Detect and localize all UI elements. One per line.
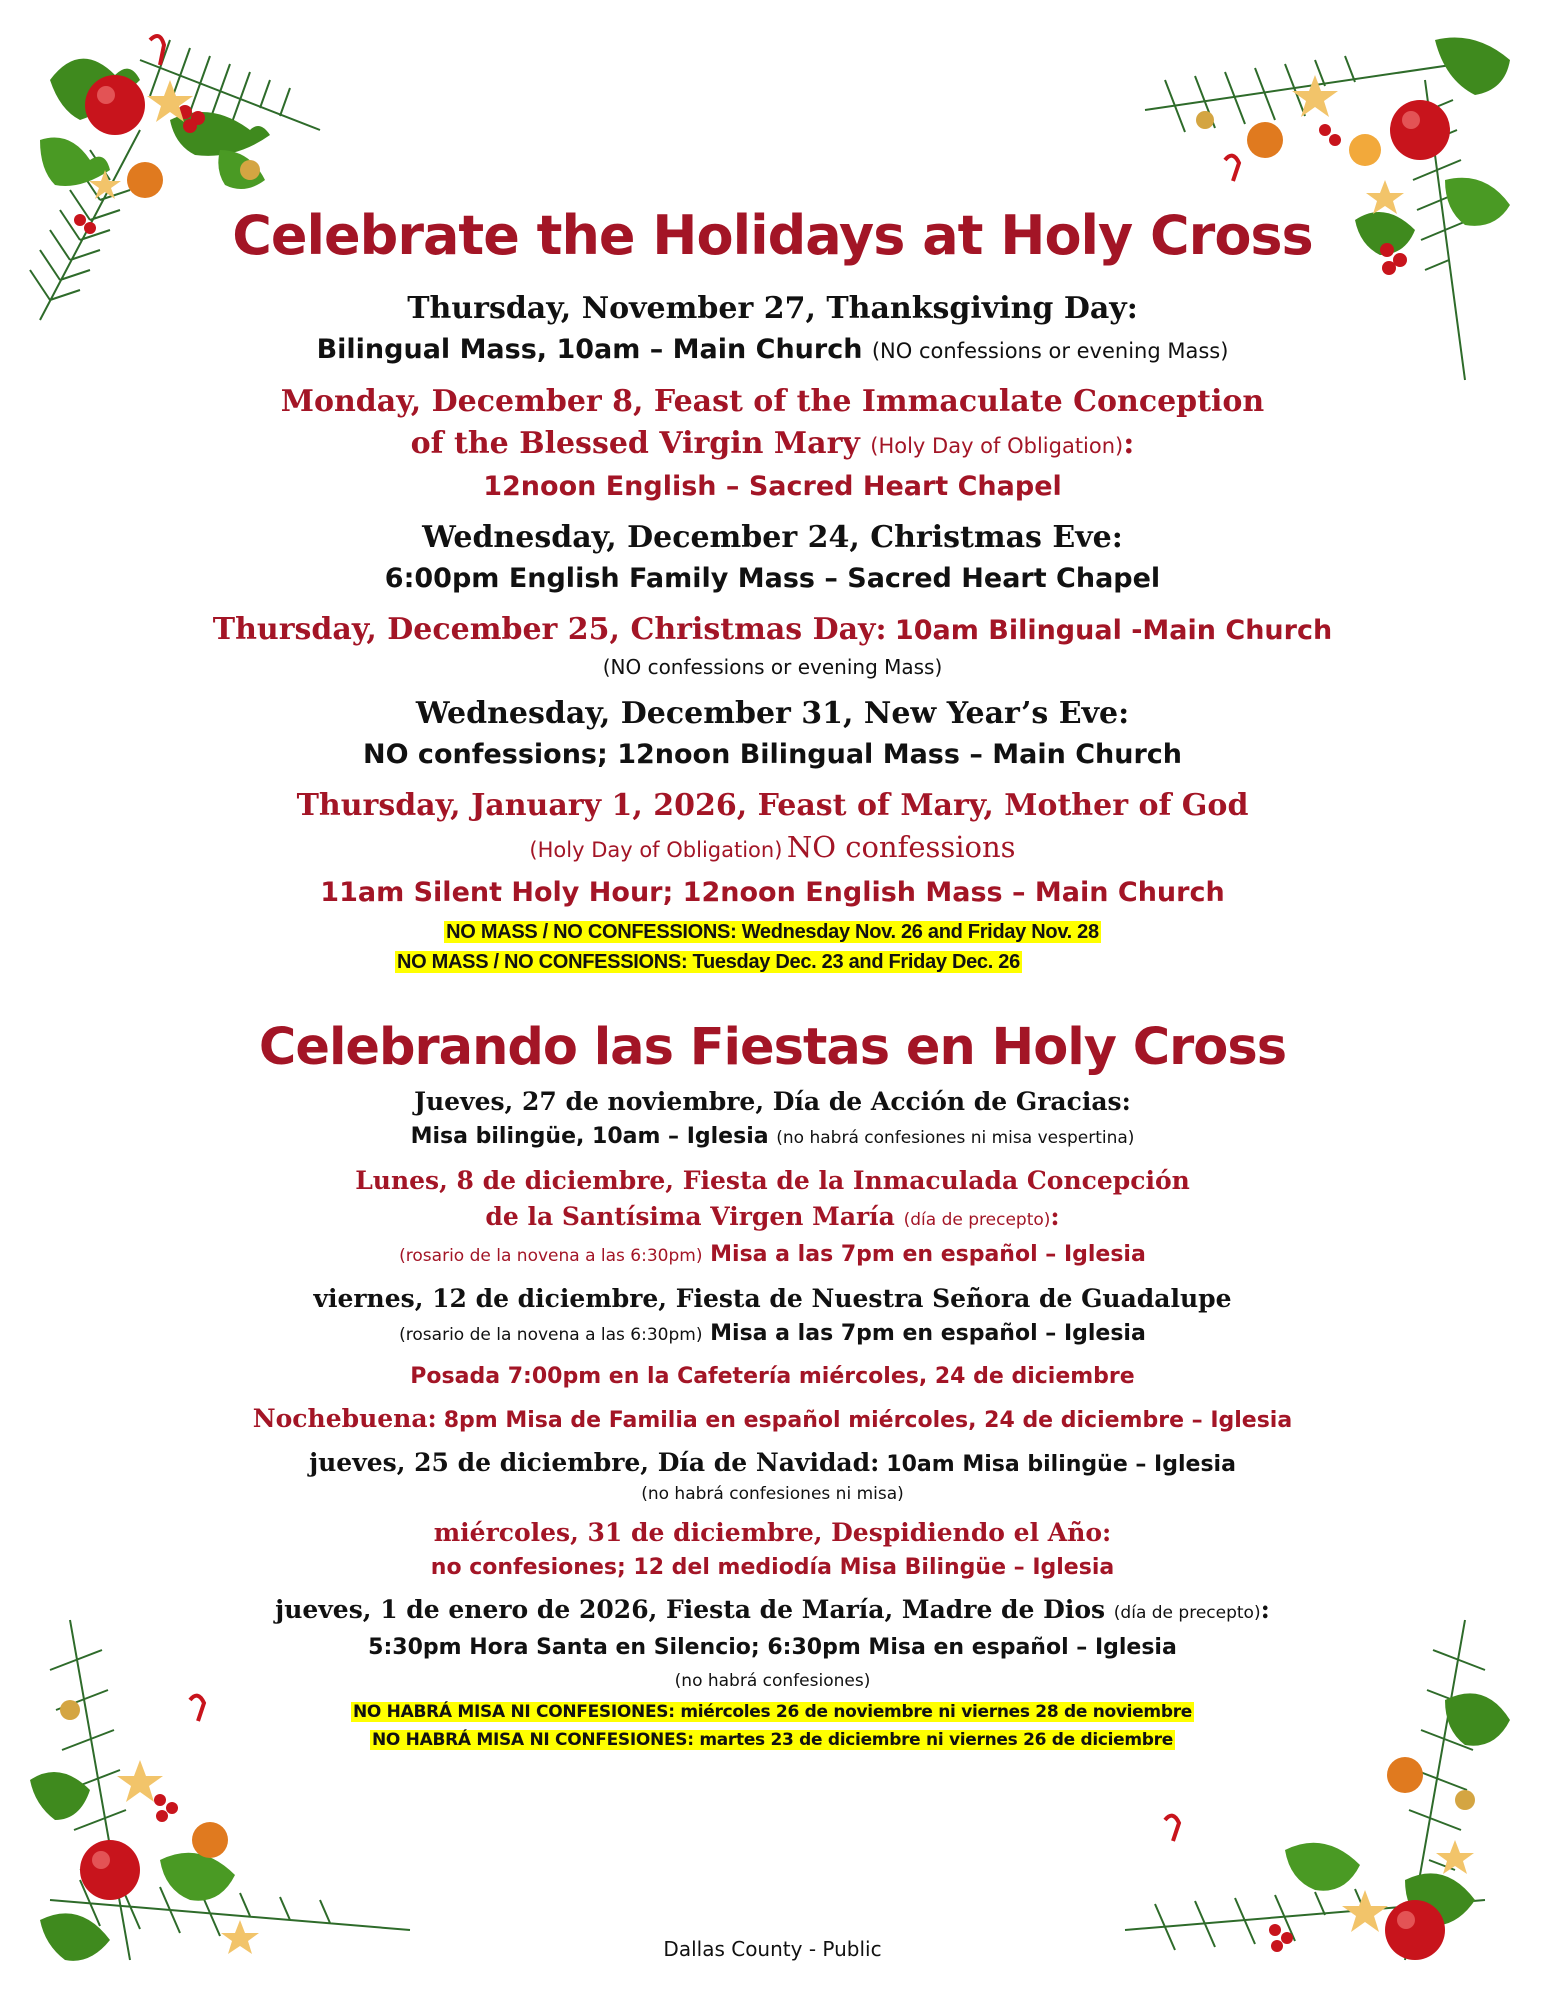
guadalupe-heading: viernes, 12 de diciembre, Fiesta de Nuestra Señora de Guadalupe xyxy=(313,1284,1232,1313)
mother-of-god-heading: Thursday, January 1, 2026, Feast of Mary, Mother of God xyxy=(296,788,1249,823)
madre-dios-title: jueves, 1 de enero de 2026, Fiesta de María, Madre de Dios xyxy=(275,1595,1106,1624)
christmas-day-detail: 10am Bilingual -Main Church xyxy=(894,615,1333,646)
despidiendo-detail: no confesiones; 12 del mediodía Misa Bilingüe – Iglesia xyxy=(430,1555,1115,1580)
inmaculada-heading-line1: Lunes, 8 de diciembre, Fiesta de la Inmaculada Concepción xyxy=(355,1166,1190,1195)
thanksgiving-mass: Bilingual Mass, 10am – Main Church xyxy=(316,334,863,365)
mother-of-god-detail: 11am Silent Holy Hour; 12noon English Mass – Main Church xyxy=(320,877,1225,908)
immaculate-line2-text: of the Blessed Virgin Mary xyxy=(410,426,860,461)
inmaculada-line2-text: de la Santísima Virgen María xyxy=(485,1202,895,1231)
despidiendo-heading: miércoles, 31 de diciembre, Despidiendo el Año: xyxy=(433,1518,1112,1547)
navidad-detail: 10am Misa bilingüe – Iglesia xyxy=(886,1452,1236,1477)
christmas-day-heading xyxy=(170,609,1375,651)
english-schedule xyxy=(170,204,1375,977)
navidad-line xyxy=(170,1445,1375,1481)
spanish-schedule xyxy=(170,1018,1375,1754)
english-notice-2 xyxy=(170,947,1375,977)
immaculate-detail: 12noon English – Sacred Heart Chapel xyxy=(483,471,1062,502)
spanish-notice-1 xyxy=(170,1698,1375,1726)
spanish-notice-2 xyxy=(170,1726,1375,1754)
madre-dios-heading xyxy=(170,1592,1375,1631)
accion-gracias-detail xyxy=(170,1120,1375,1155)
posada-line: Posada 7:00pm en la Cafetería miércoles, 24 de diciembre xyxy=(410,1364,1135,1389)
inmaculada-mass: Misa a las 7pm en español – Iglesia xyxy=(710,1242,1146,1267)
nochebuena-line xyxy=(170,1401,1375,1437)
inmaculada-heading-line2 xyxy=(170,1199,1375,1238)
nochebuena-detail: 8pm Misa de Familia en español miércoles, 24 de diciembre – Iglesia xyxy=(443,1408,1293,1433)
inmaculada-precepto: (día de precepto) xyxy=(903,1210,1051,1230)
spanish-notice-2-text: NO HABRÁ MISA NI CONFESIONES: martes 23 de diciembre ni viernes 26 de diciembre xyxy=(371,1730,1173,1750)
christmas-day-note: (NO confessions or evening Mass) xyxy=(602,655,943,679)
accion-gracias-mass: Misa bilingüe, 10am – Iglesia xyxy=(410,1124,769,1149)
inmaculada-rosario: (rosario de la novena a las 6:30pm) xyxy=(399,1246,703,1266)
christmas-eve-detail: 6:00pm English Family Mass – Sacred Heart Chapel xyxy=(384,563,1161,594)
madre-dios-detail: 5:30pm Hora Santa en Silencio; 6:30pm Misa en español – Iglesia xyxy=(368,1635,1177,1660)
guadalupe-detail xyxy=(170,1317,1375,1352)
guadalupe-mass: Misa a las 7pm en español – Iglesia xyxy=(710,1321,1146,1346)
madre-dios-precepto: (día de precepto) xyxy=(1113,1603,1261,1623)
english-title: Celebrate the Holidays at Holy Cross xyxy=(232,204,1313,267)
new-years-eve-heading: Wednesday, December 31, New Year’s Eve: xyxy=(415,696,1130,731)
navidad-note: (no habrá confesiones ni misa) xyxy=(641,1484,904,1504)
inmaculada-colon: : xyxy=(1050,1202,1060,1231)
immaculate-heading-line2 xyxy=(170,423,1375,467)
spanish-notice-1-text: NO HABRÁ MISA NI CONFESIONES: miércoles 26 de noviembre ni viernes 28 de noviembre xyxy=(352,1702,1193,1722)
madre-dios-note: (no habrá confesiones) xyxy=(674,1671,871,1691)
christmas-day-title: Thursday, December 25, Christmas Day: xyxy=(212,612,887,647)
english-notice-2-text: NO MASS / NO CONFESSIONS: Tuesday Dec. 23 and Friday Dec. 26 xyxy=(397,951,1020,973)
nochebuena-label: Nochebuena: xyxy=(252,1404,437,1433)
thanksgiving-detail xyxy=(170,330,1375,371)
thanksgiving-heading: Thursday, November 27, Thanksgiving Day: xyxy=(407,291,1138,326)
immaculate-heading-line1: Monday, December 8, Feast of the Immaculate Conception xyxy=(280,384,1265,419)
thanksgiving-note: (NO confessions or evening Mass) xyxy=(871,339,1229,363)
english-notice-1-text: NO MASS / NO CONFESSIONS: Wednesday Nov. 26 and Friday Nov. 28 xyxy=(446,921,1099,943)
christmas-eve-heading: Wednesday, December 24, Christmas Eve: xyxy=(422,520,1123,555)
immaculate-colon: : xyxy=(1123,426,1135,461)
new-years-eve-detail: NO confessions; 12noon Bilingual Mass – Main Church xyxy=(362,739,1183,770)
english-notice-1 xyxy=(170,917,1375,947)
mother-of-god-no-confessions: NO confessions xyxy=(786,830,1016,864)
accion-gracias-heading: Jueves, 27 de noviembre, Día de Acción de Gracias: xyxy=(414,1087,1131,1116)
mother-of-god-subline xyxy=(170,827,1375,873)
inmaculada-detail xyxy=(170,1238,1375,1273)
guadalupe-rosario: (rosario de la novena a las 6:30pm) xyxy=(399,1325,703,1345)
accion-gracias-note: (no habrá confesiones ni misa vespertina) xyxy=(776,1128,1135,1148)
immaculate-obligation: (Holy Day of Obligation) xyxy=(870,434,1124,458)
navidad-heading: jueves, 25 de diciembre, Día de Navidad: xyxy=(309,1448,880,1477)
footer-label: Dallas County - Public xyxy=(663,1937,882,1961)
mother-of-god-obligation: (Holy Day of Obligation) xyxy=(529,838,783,862)
madre-dios-colon: : xyxy=(1260,1595,1270,1624)
spanish-title: Celebrando las Fiestas en Holy Cross xyxy=(258,1018,1287,1077)
